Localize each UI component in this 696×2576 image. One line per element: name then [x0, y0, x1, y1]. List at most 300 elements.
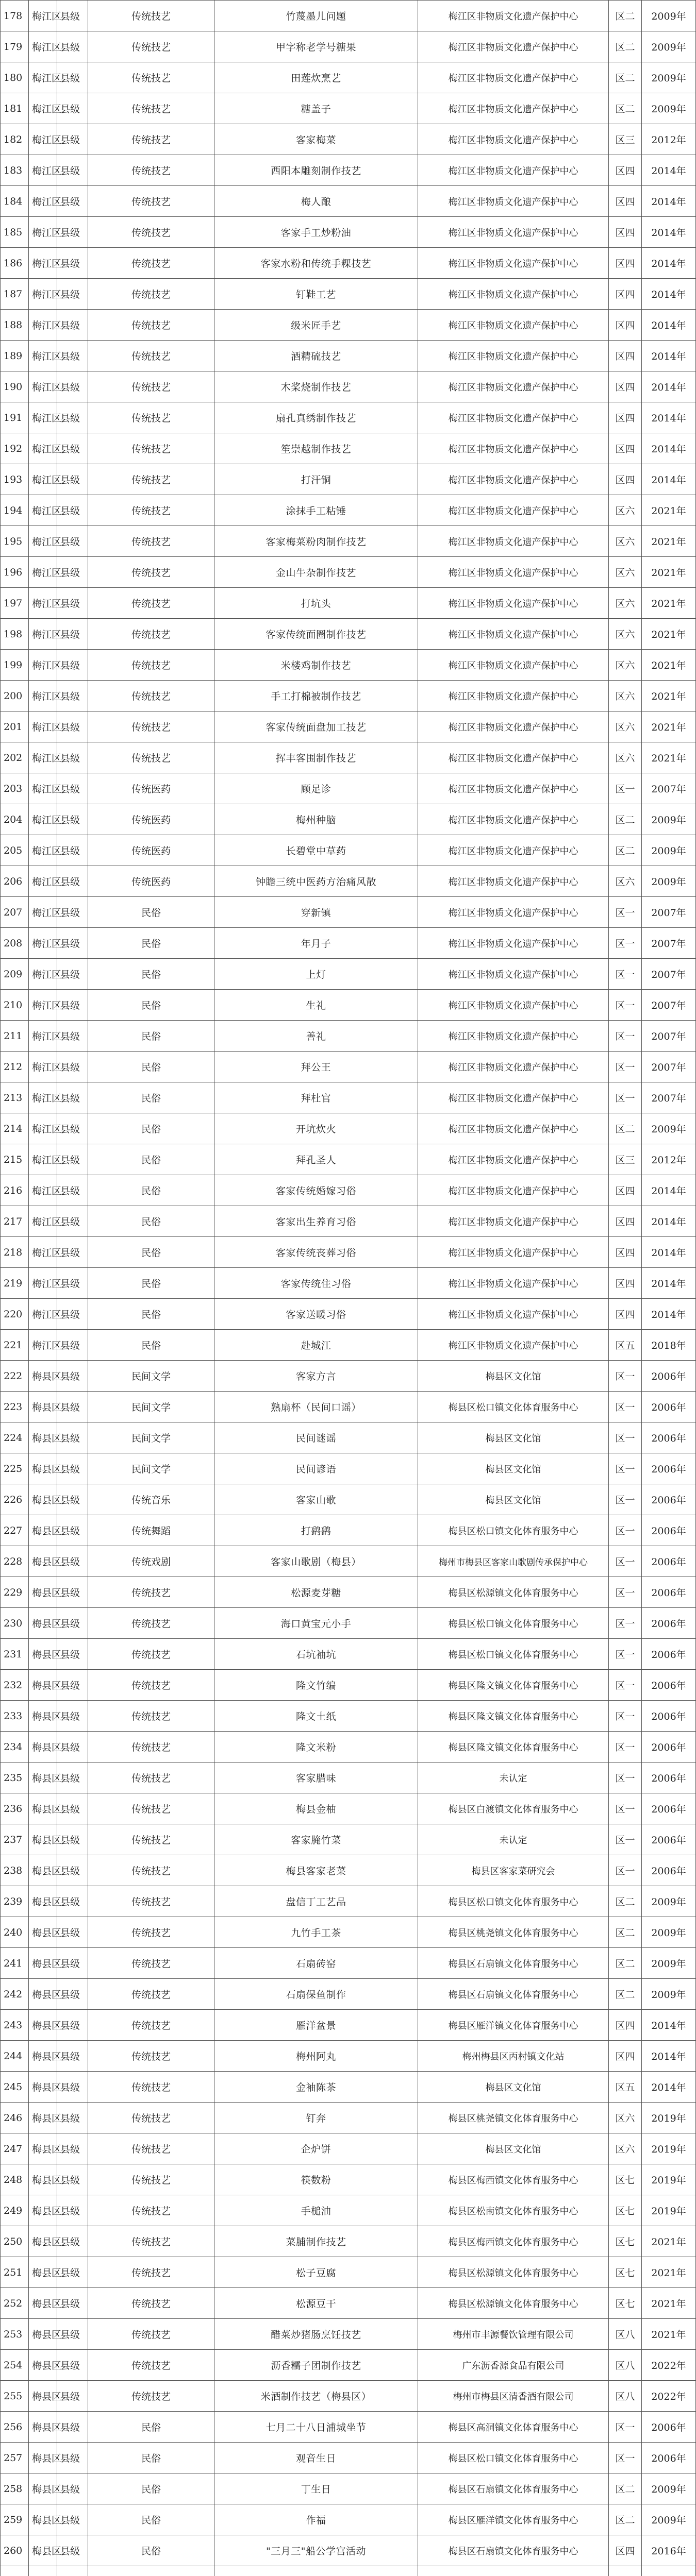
- cell-batch: 区四: [609, 1206, 642, 1237]
- table-row: [1, 2473, 696, 2504]
- cell-year: 2012年: [642, 124, 696, 155]
- cell-year: 2014年: [642, 310, 696, 341]
- table-row: [1, 557, 696, 588]
- cell-protection-unit: 梅江区非物质文化遗产保护中心: [418, 217, 609, 248]
- table-row: [1, 1113, 696, 1144]
- table-row: [1, 371, 696, 402]
- cell-year: 2018年: [642, 1330, 696, 1361]
- table-row: [1, 2566, 696, 2576]
- cell-level: 县级: [57, 1392, 88, 1422]
- cell-year: 2014年: [642, 402, 696, 433]
- cell-category: 传统技艺: [88, 310, 214, 341]
- cell-category: 民俗: [88, 928, 214, 959]
- cell-item-name: 长碧堂中草药: [214, 835, 418, 866]
- cell-item-name: 打汗铜: [214, 464, 418, 495]
- cell-index: 222: [1, 1361, 29, 1392]
- cell-batch: 区四: [609, 1268, 642, 1299]
- cell-index: 212: [1, 1052, 29, 1082]
- cell-category: 传统技艺: [88, 2164, 214, 2195]
- cell-level: 县级: [57, 1824, 88, 1855]
- cell-index: 250: [1, 2226, 29, 2257]
- cell-level: 县级: [57, 681, 88, 711]
- cell-category: 传统技艺: [88, 2257, 214, 2288]
- table-row: [1, 2288, 696, 2319]
- cell-category: 民俗: [88, 2412, 214, 2443]
- cell-index: 225: [1, 1453, 29, 1484]
- cell-area: 梅县区: [29, 1701, 57, 1732]
- cell-batch: 区五: [609, 1330, 642, 1361]
- cell-protection-unit: 梅江区非物质文化遗产保护中心: [418, 928, 609, 959]
- cell-item-name: 客家传统住习俗: [214, 1268, 418, 1299]
- cell-year: 2006年: [642, 1639, 696, 1670]
- cell-item-name: 石扇砖窑: [214, 1948, 418, 1979]
- cell-category: 传统医药: [88, 804, 214, 835]
- cell-level: 县级: [57, 279, 88, 310]
- cell-batch: 区一: [609, 1824, 642, 1855]
- cell-category: 民间文学: [88, 1361, 214, 1392]
- table-row: [1, 681, 696, 711]
- cell-area: 梅江区: [29, 1082, 57, 1113]
- cell-category: 传统技艺: [88, 495, 214, 526]
- cell-item-name: 钉奔: [214, 2103, 418, 2133]
- cell-area: 梅江区: [29, 742, 57, 773]
- cell-level: 县级: [57, 1732, 88, 1762]
- cell-item-name: 梅州阿丸: [214, 2041, 418, 2072]
- cell-index: 210: [1, 990, 29, 1021]
- cell-category: 传统技艺: [88, 2133, 214, 2164]
- cell-protection-unit: 梅州市梅县区客家山歌剧传承保护中心: [418, 1546, 609, 1577]
- cell-protection-unit: 未认定: [418, 1824, 609, 1855]
- cell-area: 梅县区: [29, 2443, 57, 2473]
- cell-protection-unit: 梅江区非物质文化遗产保护中心: [418, 155, 609, 186]
- cell-item-name: 隆文土纸: [214, 1701, 418, 1732]
- cell-batch: 区一: [609, 928, 642, 959]
- cell-category: 民俗: [88, 1206, 214, 1237]
- cell-year: 2021年: [642, 650, 696, 681]
- cell-batch: 区一: [609, 1762, 642, 1793]
- cell-level: 县级: [57, 495, 88, 526]
- table-row: [1, 217, 696, 248]
- cell-item-name: 隆文米粉: [214, 1732, 418, 1762]
- cell-area: 梅县区: [29, 1948, 57, 1979]
- cell-protection-unit: 梅江区非物质文化遗产保护中心: [418, 495, 609, 526]
- cell-category: 传统戏剧: [88, 1546, 214, 1577]
- cell-batch: 区四: [609, 402, 642, 433]
- cell-year: 2012年: [642, 1144, 696, 1175]
- cell-item-name: 挥丰客围制作技艺: [214, 742, 418, 773]
- cell-protection-unit: 梅州梅县区丙村镇文化站: [418, 2041, 609, 2072]
- cell-level: 县级: [57, 1330, 88, 1361]
- table-row: [1, 2504, 696, 2535]
- cell-protection-unit: 梅江区非物质文化遗产保护中心: [418, 557, 609, 588]
- cell-year: 2009年: [642, 2473, 696, 2504]
- cell-area: 梅县区: [29, 1855, 57, 1886]
- cell-batch: 区六: [609, 866, 642, 897]
- cell-level: 县级: [57, 1052, 88, 1082]
- cell-area: 梅江区: [29, 928, 57, 959]
- cell-item-name: 扇孔真绣制作技艺: [214, 402, 418, 433]
- cell-level: 县级: [57, 835, 88, 866]
- cell-category: 传统技艺: [88, 62, 214, 93]
- cell-area: 梅县区: [29, 1577, 57, 1608]
- cell-item-name: 雁洋盆景: [214, 2010, 418, 2041]
- cell-index: 204: [1, 804, 29, 835]
- table-row: [1, 279, 696, 310]
- cell-area: 梅县区: [29, 1670, 57, 1701]
- cell-batch: 区六: [609, 711, 642, 742]
- cell-batch: 区八: [609, 2381, 642, 2412]
- table-row: [1, 2164, 696, 2195]
- cell-batch: 区二: [609, 1917, 642, 1948]
- cell-year: 2009年: [642, 1917, 696, 1948]
- cell-item-name: 西阳本雕刻制作技艺: [214, 155, 418, 186]
- cell-index: 224: [1, 1422, 29, 1453]
- cell-item-name: 手槌油: [214, 2195, 418, 2226]
- cell-item-name: 民间谜谣: [214, 1422, 418, 1453]
- cell-level: 县级: [57, 1855, 88, 1886]
- cell-index: 208: [1, 928, 29, 959]
- cell-item-name: 客家腌竹菜: [214, 1824, 418, 1855]
- cell-area: 梅县区: [29, 2319, 57, 2350]
- cell-index: 187: [1, 279, 29, 310]
- cell-item-name: 顾足诊: [214, 773, 418, 804]
- cell-batch: 区一: [609, 1453, 642, 1484]
- cell-index: 239: [1, 1886, 29, 1917]
- cell-level: 县级: [57, 2103, 88, 2133]
- cell-area: 梅县区: [29, 2350, 57, 2381]
- cell-item-name: 客家山歌: [214, 1484, 418, 1515]
- cell-index: 253: [1, 2319, 29, 2350]
- cell-area: 梅县区: [29, 2504, 57, 2535]
- cell-level: 县级: [57, 155, 88, 186]
- cell-protection-unit: 广东沥香源食品有限公司: [418, 2350, 609, 2381]
- cell-level: 县级: [57, 1762, 88, 1793]
- cell-protection-unit: 梅县区松源镇文化体育服务中心: [418, 1577, 609, 1608]
- table-row: [1, 588, 696, 619]
- cell-category: 传统技艺: [88, 2226, 214, 2257]
- cell-index: 207: [1, 897, 29, 928]
- cell-item-name: 作福: [214, 2504, 418, 2535]
- cell-item-name: 石坑袖坑: [214, 1639, 418, 1670]
- cell-index: 205: [1, 835, 29, 866]
- cell-year: 2009年: [642, 31, 696, 62]
- table-row: [1, 1917, 696, 1948]
- cell-year: 2021年: [642, 2226, 696, 2257]
- cell-index: 219: [1, 1268, 29, 1299]
- cell-level: 县级: [57, 310, 88, 341]
- cell-area: 梅县区: [29, 2133, 57, 2164]
- table-row: [1, 1515, 696, 1546]
- cell-area: 梅县区: [29, 1361, 57, 1392]
- cell-level: [57, 2566, 88, 2576]
- cell-index: 181: [1, 93, 29, 124]
- cell-category: 传统技艺: [88, 1608, 214, 1639]
- cell-level: 县级: [57, 2350, 88, 2381]
- cell-item-name: 善礼: [214, 1021, 418, 1052]
- cell-batch: 区三: [609, 124, 642, 155]
- cell-batch: 区五: [609, 2072, 642, 2103]
- cell-year: 2006年: [642, 1608, 696, 1639]
- cell-category: 传统技艺: [88, 1948, 214, 1979]
- cell-year: 2009年: [642, 1979, 696, 2010]
- cell-protection-unit: 梅县区松口镇文化体育服务中心: [418, 1608, 609, 1639]
- table-row: [1, 1886, 696, 1917]
- cell-index: 217: [1, 1206, 29, 1237]
- cell-index: 231: [1, 1639, 29, 1670]
- cell-area: 梅江区: [29, 1021, 57, 1052]
- cell-year: 2006年: [642, 2443, 696, 2473]
- cell-index: 199: [1, 650, 29, 681]
- cell-area: 梅县区: [29, 1732, 57, 1762]
- cell-item-name: 木桨烧制作技艺: [214, 371, 418, 402]
- cell-level: 县级: [57, 124, 88, 155]
- cell-area: 梅江区: [29, 31, 57, 62]
- cell-item-name: 客家传统面盘加工技艺: [214, 711, 418, 742]
- cell-category: 传统技艺: [88, 186, 214, 217]
- cell-index: 220: [1, 1299, 29, 1330]
- cell-batch: 区七: [609, 2195, 642, 2226]
- cell-index: 186: [1, 248, 29, 279]
- cell-item-name: 金袖陈茶: [214, 2072, 418, 2103]
- cell-item-name: 拜孔圣人: [214, 1144, 418, 1175]
- cell-level: 县级: [57, 93, 88, 124]
- cell-category: 传统技艺: [88, 433, 214, 464]
- table-row: [1, 93, 696, 124]
- cell-batch: 区二: [609, 2473, 642, 2504]
- cell-level: 县级: [57, 2381, 88, 2412]
- cell-protection-unit: 梅江区非物质文化遗产保护中心: [418, 124, 609, 155]
- cell-category: 民俗: [88, 897, 214, 928]
- cell-category: 传统技艺: [88, 402, 214, 433]
- cell-item-name: 松子豆腐: [214, 2257, 418, 2288]
- cell-index: 227: [1, 1515, 29, 1546]
- cell-protection-unit: 梅县区松南镇文化体育服务中心: [418, 2195, 609, 2226]
- cell-batch: 区四: [609, 1175, 642, 1206]
- cell-category: 传统技艺: [88, 1670, 214, 1701]
- cell-year: 2021年: [642, 495, 696, 526]
- cell-year: 2009年: [642, 804, 696, 835]
- cell-protection-unit: 梅县区雁洋镇文化体育服务中心: [418, 2010, 609, 2041]
- cell-level: 县级: [57, 31, 88, 62]
- cell-index: 236: [1, 1793, 29, 1824]
- cell-area: 梅江区: [29, 433, 57, 464]
- cell-year: 2021年: [642, 2319, 696, 2350]
- table-body: [1, 1, 696, 2576]
- cell-protection-unit: 梅江区非物质文化遗产保护中心: [418, 62, 609, 93]
- cell-year: 2007年: [642, 959, 696, 990]
- cell-year: 2021年: [642, 588, 696, 619]
- cell-index: 230: [1, 1608, 29, 1639]
- cell-index: 211: [1, 1021, 29, 1052]
- cell-area: 梅县区: [29, 1453, 57, 1484]
- cell-area: 梅江区: [29, 897, 57, 928]
- table-row: [1, 650, 696, 681]
- table-row: [1, 464, 696, 495]
- cell-protection-unit: 梅江区非物质文化遗产保护中心: [418, 1206, 609, 1237]
- cell-level: 县级: [57, 1948, 88, 1979]
- table-row: [1, 2195, 696, 2226]
- cell-index: 226: [1, 1484, 29, 1515]
- cell-category: 传统技艺: [88, 1577, 214, 1608]
- cell-protection-unit: 梅江区非物质文化遗产保护中心: [418, 650, 609, 681]
- cell-category: 传统技艺: [88, 711, 214, 742]
- cell-protection-unit: 梅县区松口镇文化体育服务中心: [418, 1639, 609, 1670]
- cell-batch: 区四: [609, 155, 642, 186]
- cell-protection-unit: 梅江区非物质文化遗产保护中心: [418, 773, 609, 804]
- cell-index: 182: [1, 124, 29, 155]
- cell-batch: 区二: [609, 2504, 642, 2535]
- cell-category: 传统技艺: [88, 557, 214, 588]
- cell-year: 2006年: [642, 1824, 696, 1855]
- cell-level: 县级: [57, 2072, 88, 2103]
- cell-year: 2006年: [642, 1762, 696, 1793]
- table-row: [1, 186, 696, 217]
- cell-protection-unit: 梅江区非物质文化遗产保护中心: [418, 526, 609, 557]
- table-row: [1, 2010, 696, 2041]
- cell-item-name: 梅县客家老菜: [214, 1855, 418, 1886]
- cell-protection-unit: 梅江区非物质文化遗产保护中心: [418, 866, 609, 897]
- cell-area: 梅江区: [29, 1268, 57, 1299]
- cell-level: 县级: [57, 1144, 88, 1175]
- cell-year: 2022年: [642, 2381, 696, 2412]
- cell-index: 244: [1, 2041, 29, 2072]
- cell-batch: 区一: [609, 1701, 642, 1732]
- cell-level: 县级: [57, 2412, 88, 2443]
- cell-category: 传统音乐: [88, 1484, 214, 1515]
- cell-index: 193: [1, 464, 29, 495]
- cell-index: 238: [1, 1855, 29, 1886]
- cell-batch: 区一: [609, 1021, 642, 1052]
- cell-item-name: 客家梅菜粉肉制作技艺: [214, 526, 418, 557]
- cell-index: 189: [1, 341, 29, 371]
- table-row: [1, 804, 696, 835]
- cell-index: 203: [1, 773, 29, 804]
- cell-index: 252: [1, 2288, 29, 2319]
- cell-category: 民俗: [88, 1113, 214, 1144]
- cell-level: 县级: [57, 650, 88, 681]
- cell-batch: 区一: [609, 1855, 642, 1886]
- cell-batch: 区七: [609, 2164, 642, 2195]
- cell-year: 2006年: [642, 2412, 696, 2443]
- cell-index: 184: [1, 186, 29, 217]
- cell-item-name: 客家腊味: [214, 1762, 418, 1793]
- cell-area: 梅江区: [29, 155, 57, 186]
- cell-index: 192: [1, 433, 29, 464]
- table-row: [1, 1237, 696, 1268]
- cell-protection-unit: 梅县区客家菜研究会: [418, 1855, 609, 1886]
- cell-protection-unit: 梅县区梅西镇文化体育服务中心: [418, 2226, 609, 2257]
- cell-level: 县级: [57, 2288, 88, 2319]
- cell-year: 2014年: [642, 1237, 696, 1268]
- cell-level: 县级: [57, 2319, 88, 2350]
- cell-category: 传统技艺: [88, 2195, 214, 2226]
- cell-category: 传统医药: [88, 835, 214, 866]
- cell-batch: 区四: [609, 2535, 642, 2566]
- cell-level: 县级: [57, 1361, 88, 1392]
- cell-index: 235: [1, 1762, 29, 1793]
- cell-level: 县级: [57, 1021, 88, 1052]
- cell-category: 民间文学: [88, 1422, 214, 1453]
- cell-batch: 区二: [609, 835, 642, 866]
- table-row: [1, 2381, 696, 2412]
- table-row: [1, 2072, 696, 2103]
- table-row: [1, 1299, 696, 1330]
- cell-protection-unit: 梅县区高洞镇文化体育服务中心: [418, 2412, 609, 2443]
- cell-area: 梅县区: [29, 2103, 57, 2133]
- cell-year: 2007年: [642, 1052, 696, 1082]
- cell-item-name: 海口黄宝元小手: [214, 1608, 418, 1639]
- cell-category: 传统技艺: [88, 341, 214, 371]
- cell-protection-unit: 梅江区非物质文化遗产保护中心: [418, 1144, 609, 1175]
- cell-category: 传统技艺: [88, 2072, 214, 2103]
- cell-area: 梅县区: [29, 2010, 57, 2041]
- cell-category: 民俗: [88, 1299, 214, 1330]
- cell-area: 梅江区: [29, 217, 57, 248]
- cell-index: 201: [1, 711, 29, 742]
- cell-area: 梅江区: [29, 1299, 57, 1330]
- cell-index: 216: [1, 1175, 29, 1206]
- cell-protection-unit: 梅江区非物质文化遗产保护中心: [418, 711, 609, 742]
- table-row: [1, 2443, 696, 2473]
- cell-batch: 区四: [609, 279, 642, 310]
- cell-protection-unit: 梅江区非物质文化遗产保护中心: [418, 1175, 609, 1206]
- cell-level: 县级: [57, 217, 88, 248]
- table-row: [1, 1793, 696, 1824]
- cell-level: 县级: [57, 2443, 88, 2473]
- cell-area: 梅县区: [29, 1793, 57, 1824]
- cell-level: 县级: [57, 742, 88, 773]
- cell-category: 传统技艺: [88, 1824, 214, 1855]
- cell-batch: 区二: [609, 31, 642, 62]
- cell-level: 县级: [57, 1639, 88, 1670]
- cell-index: 237: [1, 1824, 29, 1855]
- table-row: [1, 2319, 696, 2350]
- cell-protection-unit: 梅县区文化馆: [418, 1453, 609, 1484]
- cell-category: 传统技艺: [88, 2041, 214, 2072]
- cell-level: 县级: [57, 1886, 88, 1917]
- cell-year: 2014年: [642, 433, 696, 464]
- cell-batch: 区四: [609, 433, 642, 464]
- cell-area: 梅县区: [29, 1546, 57, 1577]
- table-row: [1, 742, 696, 773]
- cell-item-name: 手工打棉被制作技艺: [214, 681, 418, 711]
- cell-area: 梅江区: [29, 1144, 57, 1175]
- cell-index: 242: [1, 1979, 29, 2010]
- cell-protection-unit: 梅江区非物质文化遗产保护中心: [418, 402, 609, 433]
- cell-index: 209: [1, 959, 29, 990]
- cell-area: 梅江区: [29, 681, 57, 711]
- cell-batch: 区四: [609, 1237, 642, 1268]
- cell-protection-unit: 梅县区松源镇文化体育服务中心: [418, 2288, 609, 2319]
- cell-protection-unit: 梅江区非物质文化遗产保护中心: [418, 279, 609, 310]
- cell-batch: 区一: [609, 1608, 642, 1639]
- cell-protection-unit: 梅江区非物质文化遗产保护中心: [418, 959, 609, 990]
- cell-protection-unit: 梅江区非物质文化遗产保护中心: [418, 310, 609, 341]
- cell-protection-unit: 梅江区非物质文化遗产保护中心: [418, 1330, 609, 1361]
- cell-item-name: 客家水粉和传统手粿技艺: [214, 248, 418, 279]
- cell-level: 县级: [57, 1793, 88, 1824]
- cell-index: 243: [1, 2010, 29, 2041]
- cell-batch: 区四: [609, 186, 642, 217]
- cell-item-name: 级米匠手艺: [214, 310, 418, 341]
- cell-category: 传统技艺: [88, 1, 214, 31]
- cell-index: 241: [1, 1948, 29, 1979]
- cell-protection-unit: 未认定: [418, 1762, 609, 1793]
- cell-index: 213: [1, 1082, 29, 1113]
- cell-category: 传统技艺: [88, 93, 214, 124]
- cell-level: 县级: [57, 619, 88, 650]
- cell-index: 190: [1, 371, 29, 402]
